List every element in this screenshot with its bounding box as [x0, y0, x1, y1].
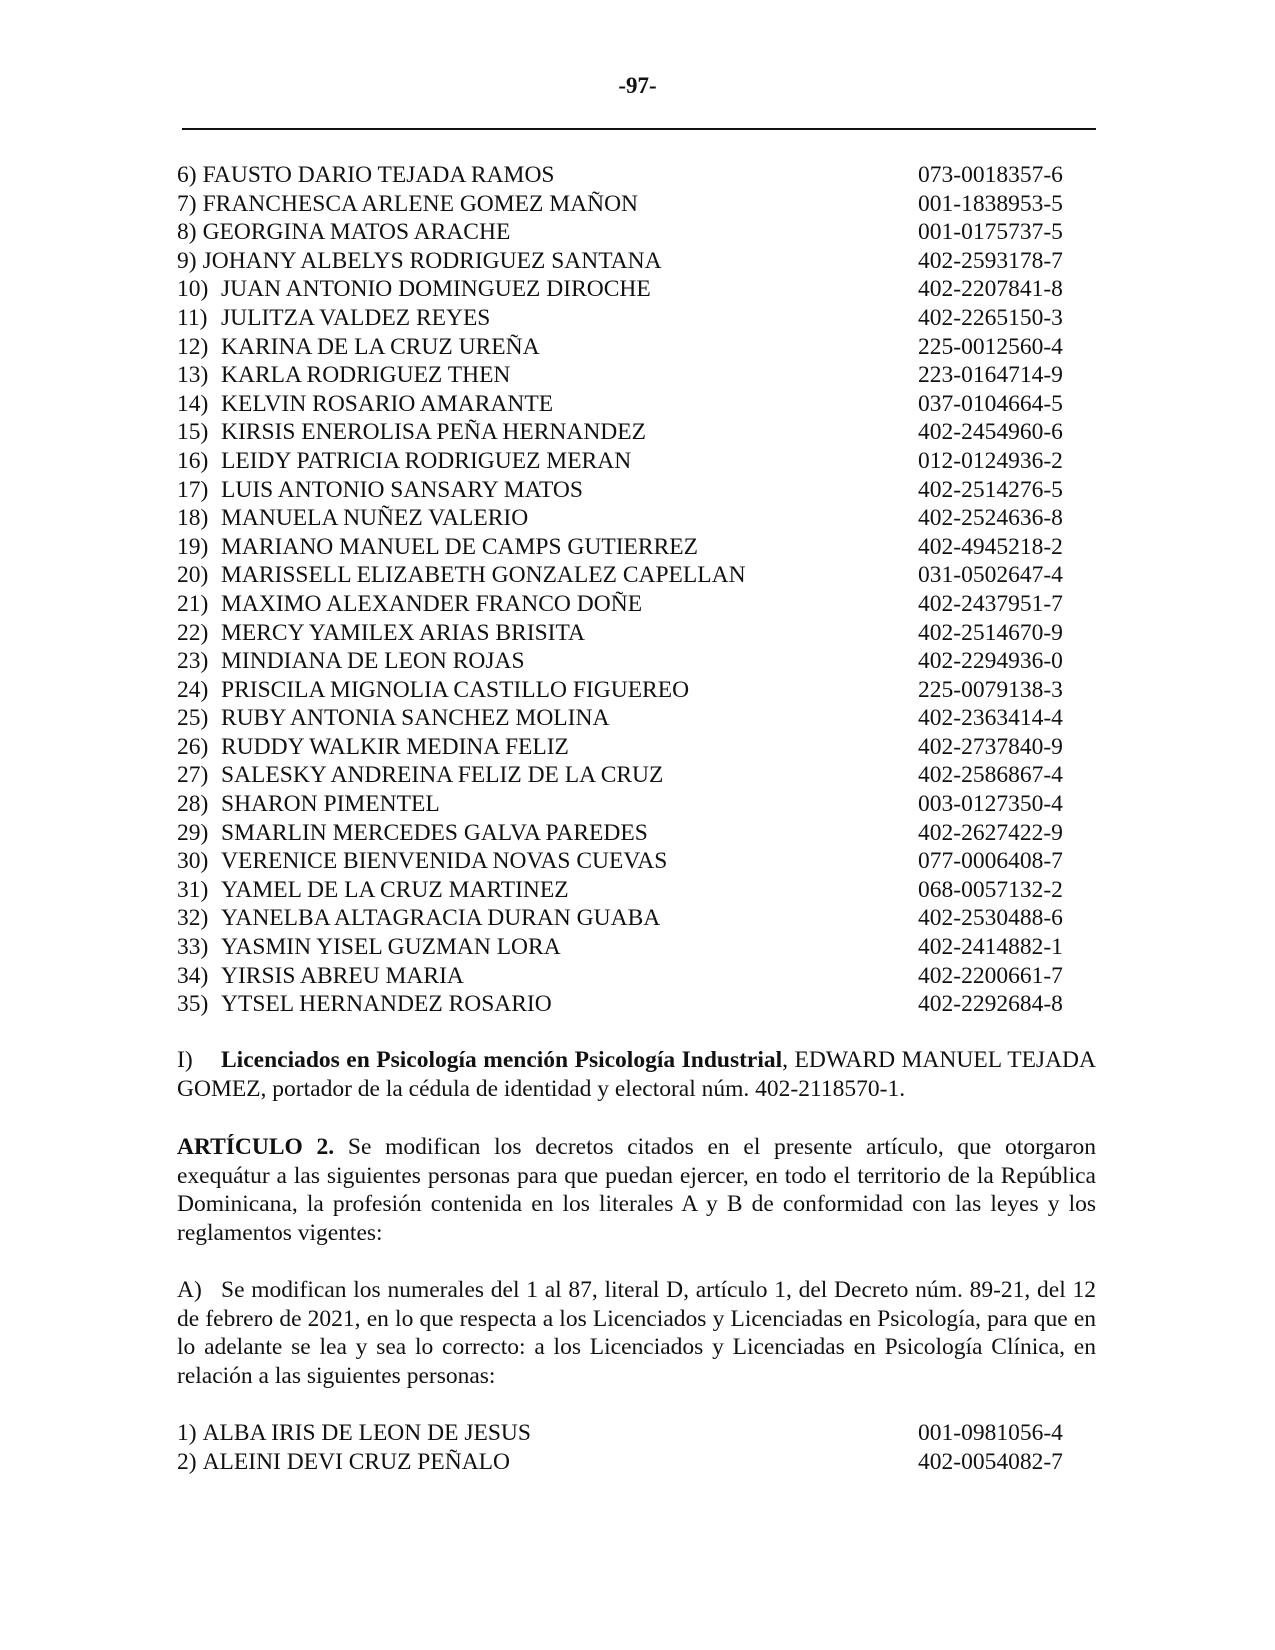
item-number: 6) [177, 162, 197, 188]
list-item [177, 304, 1073, 333]
list-item [177, 247, 1073, 276]
item-number: 21) [177, 590, 209, 617]
cedula-number: 068-0057132-2 [918, 876, 1063, 903]
cedula-number: 402-2200661-7 [918, 962, 1063, 989]
item-number: 24) [177, 676, 209, 703]
list-item [177, 904, 1073, 933]
person-name: MAXIMO ALEXANDER FRANCO DOÑE [221, 590, 643, 617]
item-number: 8) [177, 219, 197, 246]
person-name: MARIANO MANUEL DE CAMPS GUTIERREZ [221, 533, 698, 560]
list-item [177, 561, 1073, 590]
cedula-number: 402-2294936-0 [918, 648, 1063, 675]
person-name: GEORGINA MATOS ARACHE [202, 219, 511, 246]
literal-a-paragraph [177, 1276, 1096, 1390]
person-name: JUAN ANTONIO DOMINGUEZ DIROCHE [221, 276, 651, 303]
list-item [177, 676, 1073, 705]
section-i-title: Licenciados en Psicología mención Psicología Industrial [221, 1047, 783, 1073]
cedula-number: 402-2265150-3 [918, 304, 1063, 331]
section-i-paragraph [177, 1046, 1096, 1103]
list-item [177, 1419, 1073, 1448]
cedula-number: 402-2207841-8 [918, 276, 1063, 303]
cedula-number: 223-0164714-9 [918, 362, 1063, 389]
person-name: MERCY YAMILEX ARIAS BRISITA [221, 619, 585, 646]
person-name: LEIDY PATRICIA RODRIGUEZ MERAN [221, 447, 632, 474]
list-item [177, 533, 1073, 562]
item-number: 33) [177, 934, 209, 961]
page-number: -97- [618, 73, 657, 98]
list-item [177, 733, 1073, 762]
cedula-number: 402-2514670-9 [918, 619, 1063, 646]
exequatur-list [177, 161, 1073, 1019]
article-2-text: Se modifican los decretos citados en el presente artículo, que otorgaron exequátur a las siguientes personas para que puedan ejercer, en todo el territorio de la República Dominicana, la profesión contenida en los literales A y B de conformidad con las leyes y los reglamentos vigentes: [177, 1134, 1096, 1246]
cedula-number: 402-2524636-8 [918, 505, 1063, 532]
person-name: ALEINI DEVI CRUZ PEÑALO [202, 1448, 510, 1475]
person-name: SALESKY ANDREINA FELIZ DE LA CRUZ [221, 762, 664, 789]
item-number: 19) [177, 533, 209, 560]
cedula-number: 402-2292684-8 [918, 991, 1063, 1018]
section-i-text: , EDWARD MANUEL TEJADA GOMEZ, portador de la cédula de identidad y electoral núm. 402-2118570-1. [177, 1047, 1096, 1102]
cedula-number: 001-0981056-4 [918, 1420, 1063, 1446]
person-name: KARINA DE LA CRUZ UREÑA [221, 333, 540, 360]
person-name: JOHANY ALBELYS RODRIGUEZ SANTANA [202, 247, 662, 274]
cedula-number: 037-0104664-5 [918, 390, 1063, 417]
item-number: 13) [177, 362, 209, 389]
item-number: 27) [177, 762, 209, 789]
list-item [177, 933, 1073, 962]
cedula-number: 001-0175737-5 [918, 219, 1063, 246]
literal-a-label: A) [177, 1277, 202, 1303]
cedula-number: 402-2454960-6 [918, 419, 1063, 446]
person-name: RUBY ANTONIA SANCHEZ MOLINA [221, 705, 610, 732]
item-number: 28) [177, 791, 209, 818]
person-name: FRANCHESCA ARLENE GOMEZ MAÑON [202, 190, 639, 217]
cedula-number: 003-0127350-4 [918, 791, 1063, 818]
list-item [177, 790, 1073, 819]
person-name: MARISSELL ELIZABETH GONZALEZ CAPELLAN [221, 562, 746, 589]
person-name: YAMEL DE LA CRUZ MARTINEZ [221, 876, 569, 903]
item-number: 12) [177, 333, 209, 360]
item-number: 31) [177, 876, 209, 903]
modified-list [177, 1419, 1073, 1476]
cedula-number: 402-2737840-9 [918, 733, 1063, 760]
person-name: KARLA RODRIGUEZ THEN [221, 362, 511, 389]
article-2-paragraph [177, 1133, 1096, 1247]
list-item [177, 390, 1073, 419]
list-item [177, 275, 1073, 304]
item-number: 7) [177, 190, 197, 217]
cedula-number: 402-2437951-7 [918, 590, 1063, 617]
item-number: 29) [177, 819, 209, 846]
cedula-number: 402-2414882-1 [918, 934, 1063, 961]
cedula-number: 031-0502647-4 [918, 562, 1063, 589]
list-item [177, 476, 1073, 505]
list-item [177, 819, 1073, 848]
person-name: KIRSIS ENEROLISA PEÑA HERNANDEZ [221, 419, 646, 446]
cedula-number: 402-2627422-9 [918, 819, 1063, 846]
literal-a-text: Se modifican los numerales del 1 al 87, literal D, artículo 1, del Decreto núm. 89-21, del 12 de febrero de 2021, en lo que respecta a los Licenciados y Licenciadas en Psicología, para que en lo adelante se lea y sea lo correcto: a los Licenciados y Licenciadas en Psicología Clínica, en relación a las siguientes personas: [177, 1277, 1096, 1389]
cedula-number: 402-2593178-7 [918, 247, 1063, 274]
item-number: 2) [177, 1448, 197, 1475]
cedula-number: 402-4945218-2 [918, 533, 1063, 560]
item-number: 14) [177, 390, 209, 417]
list-item [177, 990, 1073, 1019]
item-number: 34) [177, 962, 209, 989]
person-name: YANELBA ALTAGRACIA DURAN GUABA [221, 905, 661, 932]
list-item [177, 1448, 1073, 1477]
top-rule [182, 128, 1096, 130]
cedula-number: 001-1838953-5 [918, 190, 1063, 217]
person-name: LUIS ANTONIO SANSARY MATOS [221, 476, 583, 503]
person-name: ALBA IRIS DE LEON DE JESUS [202, 1420, 531, 1446]
list-item [177, 333, 1073, 362]
list-item [177, 962, 1073, 991]
list-item [177, 161, 1073, 190]
list-item [177, 447, 1073, 476]
cedula-number: 225-0079138-3 [918, 676, 1063, 703]
cedula-number: 402-0054082-7 [918, 1448, 1063, 1475]
cedula-number: 012-0124936-2 [918, 447, 1063, 474]
cedula-number: 225-0012560-4 [918, 333, 1063, 360]
person-name: MINDIANA DE LEON ROJAS [221, 648, 525, 675]
section-i-literal: I) [177, 1047, 193, 1073]
list-item [177, 418, 1073, 447]
person-name: JULITZA VALDEZ REYES [221, 304, 491, 331]
list-item [177, 847, 1073, 876]
list-item [177, 704, 1073, 733]
person-name: YTSEL HERNANDEZ ROSARIO [221, 991, 552, 1018]
person-name: SMARLIN MERCEDES GALVA PAREDES [221, 819, 648, 846]
list-item [177, 504, 1073, 533]
item-number: 16) [177, 447, 209, 474]
list-item [177, 761, 1073, 790]
list-item [177, 361, 1073, 390]
list-item [177, 647, 1073, 676]
cedula-number: 077-0006408-7 [918, 848, 1063, 875]
person-name: PRISCILA MIGNOLIA CASTILLO FIGUEREO [221, 676, 690, 703]
item-number: 9) [177, 247, 197, 274]
list-item [177, 218, 1073, 247]
item-number: 30) [177, 848, 209, 875]
person-name: YASMIN YISEL GUZMAN LORA [221, 934, 561, 961]
item-number: 1) [177, 1420, 197, 1446]
cedula-number: 073-0018357-6 [918, 162, 1063, 188]
cedula-number: 402-2363414-4 [918, 705, 1063, 732]
item-number: 15) [177, 419, 209, 446]
article-2-heading: ARTÍCULO 2. [177, 1134, 335, 1160]
cedula-number: 402-2530488-6 [918, 905, 1063, 932]
item-number: 32) [177, 905, 209, 932]
person-name: YIRSIS ABREU MARIA [221, 962, 464, 989]
person-name: MANUELA NUÑEZ VALERIO [221, 505, 529, 532]
item-number: 10) [177, 276, 209, 303]
list-item [177, 619, 1073, 648]
person-name: FAUSTO DARIO TEJADA RAMOS [202, 162, 555, 188]
item-number: 23) [177, 648, 209, 675]
item-number: 25) [177, 705, 209, 732]
person-name: VERENICE BIENVENIDA NOVAS CUEVAS [221, 848, 668, 875]
item-number: 22) [177, 619, 209, 646]
item-number: 35) [177, 991, 209, 1018]
list-item [177, 590, 1073, 619]
person-name: RUDDY WALKIR MEDINA FELIZ [221, 733, 569, 760]
list-item [177, 190, 1073, 219]
person-name: SHARON PIMENTEL [221, 791, 440, 818]
item-number: 11) [177, 304, 208, 331]
cedula-number: 402-2586867-4 [918, 762, 1063, 789]
cedula-number: 402-2514276-5 [918, 476, 1063, 503]
list-item [177, 876, 1073, 905]
person-name: KELVIN ROSARIO AMARANTE [221, 390, 554, 417]
item-number: 18) [177, 505, 209, 532]
item-number: 17) [177, 476, 209, 503]
item-number: 26) [177, 733, 209, 760]
item-number: 20) [177, 562, 209, 589]
